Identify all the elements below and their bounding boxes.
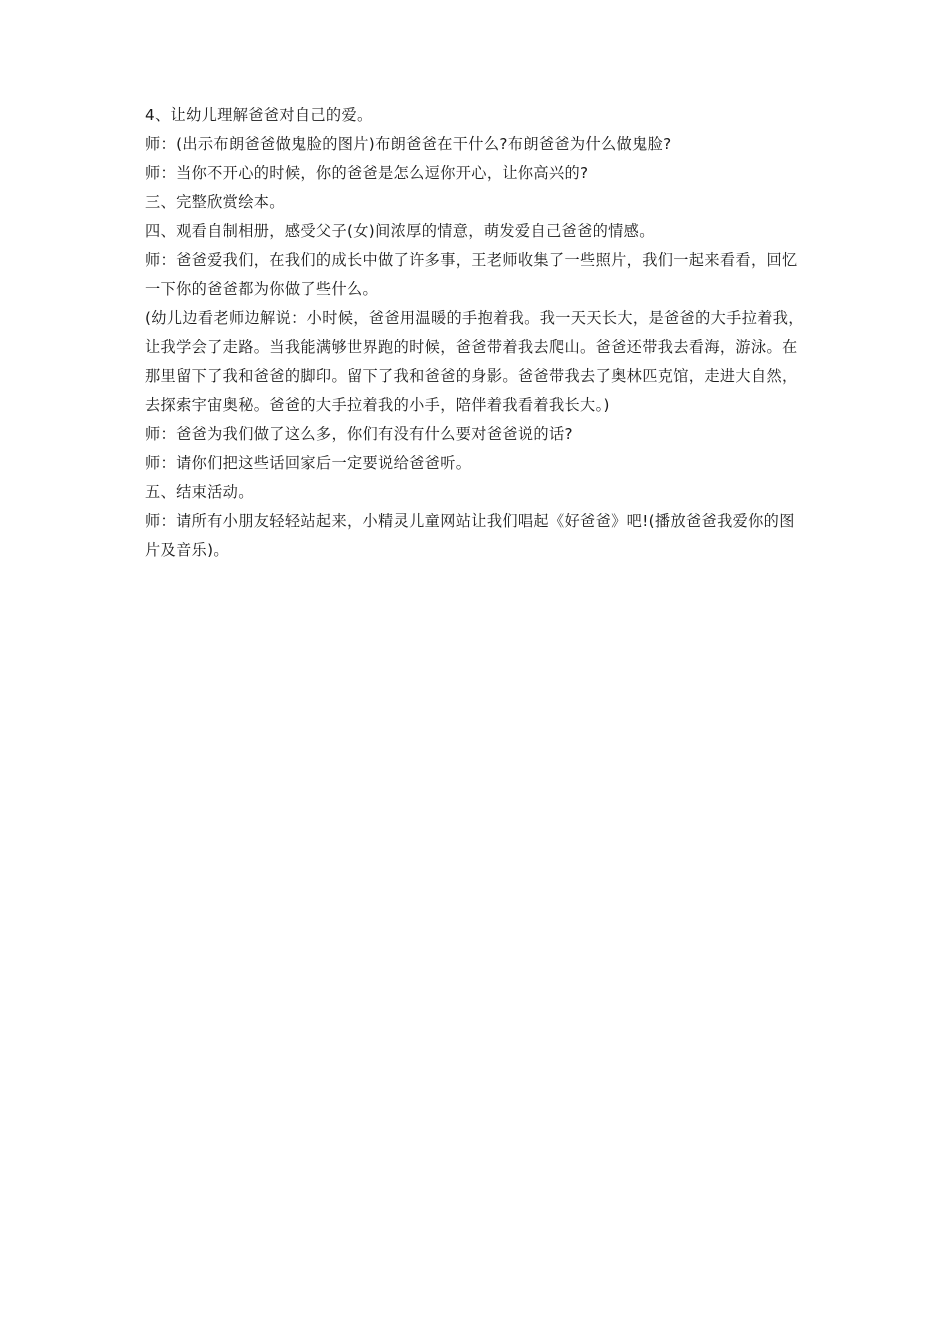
paragraph-teacher-question-1: 师：(出示布朗爸爸做鬼脸的图片)布朗爸爸在干什么?布朗爸爸为什么做鬼脸? [145, 135, 672, 153]
paragraph-teacher-photos: 师：爸爸爱我们，在我们的成长中做了许多事，王老师收集了一些照片，我们一起来看看，回忆一下你的爸爸都为你做了些什么。 [145, 251, 798, 298]
paragraph-teacher-question-2: 师：当你不开心的时候，你的爸爸是怎么逗你开心，让你高兴的? [145, 164, 589, 182]
paragraph-narration: (幼儿边看老师边解说：小时候，爸爸用温暖的手抱着我。我一天天长大，是爸爸的大手拉着我，让我学会了走路。当我能满够世界跑的时候，爸爸带着我去爬山。爸爸还带我去看海，游泳。在那里留下了我和爸爸的脚印。留下了我和爸爸的身影。爸爸带我去了奥林匹克馆，走进大自然，去探索宇宙奥秘。爸爸的大手拉着我的小手，陪伴着我看着我长大。) [145, 309, 804, 414]
section-heading-5: 五、结束活动。 [145, 483, 254, 501]
paragraph-objective-4: 4、让幼儿理解爸爸对自己的爱。 [145, 106, 373, 124]
paragraph-teacher-question-3: 师：爸爸为我们做了这么多，你们有没有什么要对爸爸说的话? [145, 425, 573, 443]
paragraph-teacher-instruction: 师：请你们把这些话回家后一定要说给爸爸听。 [145, 454, 472, 472]
paragraph-teacher-closing: 师：请所有小朋友轻轻站起来，小精灵儿童网站让我们唱起《好爸爸》吧!(播放爸爸我爱你的图片及音乐)。 [145, 512, 795, 559]
section-heading-3: 三、完整欣赏绘本。 [145, 193, 285, 211]
document-body [145, 101, 810, 565]
section-heading-4: 四、观看自制相册，感受父子(女)间浓厚的情意，萌发爱自己爸爸的情感。 [145, 222, 655, 240]
